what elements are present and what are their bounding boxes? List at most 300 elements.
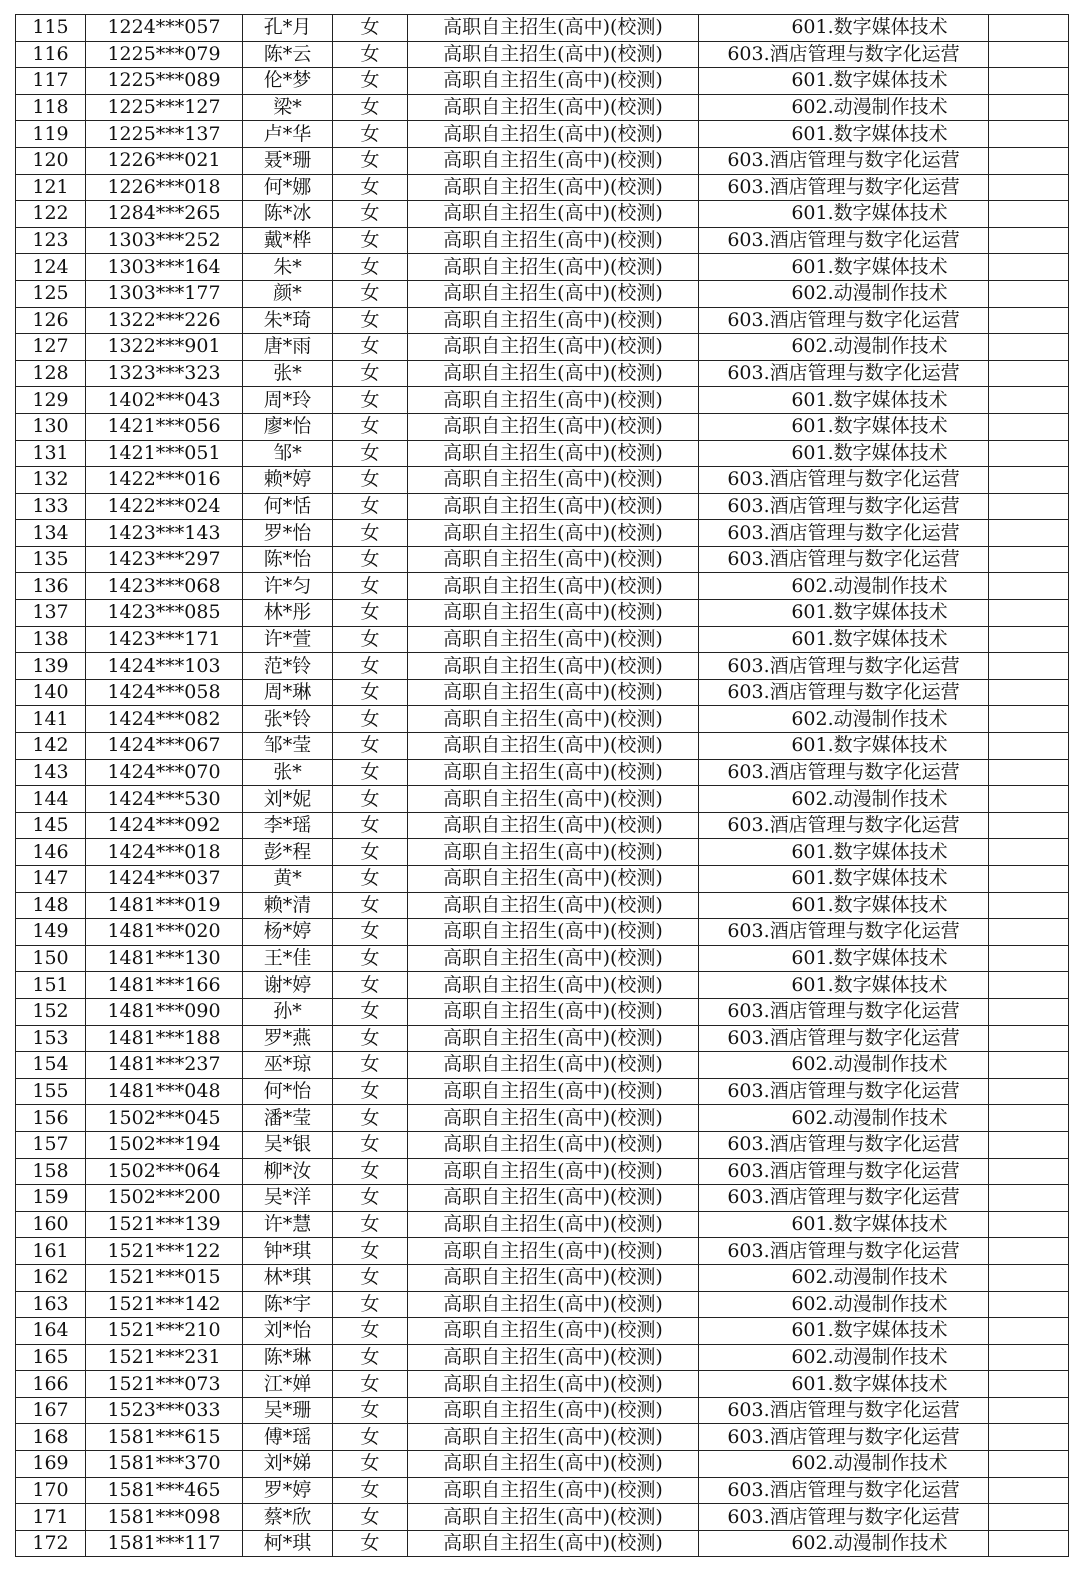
major-cell	[699, 440, 989, 467]
student-id-cell: 1423***085	[86, 600, 243, 627]
remarks-cell	[989, 493, 1069, 520]
row-number-cell: 147	[16, 866, 86, 893]
student-name-cell: 黄*	[243, 866, 333, 893]
table-row	[16, 759, 1069, 786]
gender-cell: 女	[333, 307, 408, 334]
major-cell	[699, 1424, 989, 1451]
table-row	[16, 254, 1069, 281]
student-id-cell: 1423***171	[86, 626, 243, 653]
admission-roster-table	[15, 14, 1069, 1557]
remarks-cell	[989, 1105, 1069, 1132]
admission-type-cell: 高职自主招生(高中)(校测)	[408, 1424, 699, 1451]
remarks-cell	[989, 387, 1069, 414]
major-label: 603.酒店管理与数字化运营	[727, 1186, 960, 1209]
student-id-cell: 1424***082	[86, 706, 243, 733]
row-number-cell: 120	[16, 147, 86, 174]
remarks-cell	[989, 653, 1069, 680]
table-row	[16, 1397, 1069, 1424]
remarks-cell	[989, 1477, 1069, 1504]
remarks-cell	[989, 254, 1069, 281]
student-name-cell: 何*恬	[243, 493, 333, 520]
admission-type-cell: 高职自主招生(高中)(校测)	[408, 174, 699, 201]
student-name-cell: 周*玲	[243, 387, 333, 414]
gender-cell: 女	[333, 786, 408, 813]
major-label: 603.酒店管理与数字化运营	[727, 1000, 960, 1023]
major-cell	[699, 280, 989, 307]
student-id-cell: 1521***073	[86, 1371, 243, 1398]
student-id-cell: 1424***067	[86, 733, 243, 760]
student-name-cell: 唐*雨	[243, 334, 333, 361]
major-cell	[699, 201, 989, 228]
remarks-cell	[989, 1078, 1069, 1105]
remarks-cell	[989, 573, 1069, 600]
student-id-cell: 1322***226	[86, 307, 243, 334]
remarks-cell	[989, 280, 1069, 307]
table-row	[16, 839, 1069, 866]
row-number-cell: 154	[16, 1052, 86, 1079]
gender-cell: 女	[333, 1424, 408, 1451]
gender-cell: 女	[333, 1291, 408, 1318]
major-cell	[699, 1264, 989, 1291]
admission-type-cell: 高职自主招生(高中)(校测)	[408, 892, 699, 919]
student-name-cell: 张*	[243, 360, 333, 387]
major-cell	[699, 15, 989, 42]
admission-type-cell: 高职自主招生(高中)(校测)	[408, 68, 699, 95]
student-id-cell: 1502***064	[86, 1158, 243, 1185]
student-name-cell: 吴*洋	[243, 1185, 333, 1212]
gender-cell: 女	[333, 121, 408, 148]
table-row	[16, 919, 1069, 946]
major-label: 601.数字媒体技术	[791, 734, 948, 757]
major-cell	[699, 1344, 989, 1371]
major-label: 603.酒店管理与数字化运营	[727, 760, 960, 783]
student-id-cell: 1421***051	[86, 440, 243, 467]
major-label: 601.数字媒体技术	[791, 122, 948, 145]
gender-cell: 女	[333, 520, 408, 547]
admission-type-cell: 高职自主招生(高中)(校测)	[408, 839, 699, 866]
gender-cell: 女	[333, 493, 408, 520]
remarks-cell	[989, 520, 1069, 547]
row-number-cell: 156	[16, 1105, 86, 1132]
gender-cell: 女	[333, 546, 408, 573]
remarks-cell	[989, 733, 1069, 760]
student-id-cell: 1521***210	[86, 1318, 243, 1345]
table-row	[16, 1344, 1069, 1371]
major-cell	[699, 41, 989, 68]
student-id-cell: 1224***057	[86, 15, 243, 42]
student-id-cell: 1226***021	[86, 147, 243, 174]
major-cell	[699, 1052, 989, 1079]
gender-cell: 女	[333, 68, 408, 95]
student-id-cell: 1303***164	[86, 254, 243, 281]
remarks-cell	[989, 998, 1069, 1025]
row-number-cell: 155	[16, 1078, 86, 1105]
student-id-cell: 1424***018	[86, 839, 243, 866]
remarks-cell	[989, 1052, 1069, 1079]
major-cell	[699, 786, 989, 813]
student-id-cell: 1225***079	[86, 41, 243, 68]
student-id-cell: 1226***018	[86, 174, 243, 201]
student-name-cell: 彭*程	[243, 839, 333, 866]
major-label: 603.酒店管理与数字化运营	[727, 1026, 960, 1049]
student-id-cell: 1225***127	[86, 94, 243, 121]
student-name-cell: 赖*清	[243, 892, 333, 919]
row-number-cell: 157	[16, 1131, 86, 1158]
gender-cell: 女	[333, 41, 408, 68]
student-name-cell: 谢*婷	[243, 972, 333, 999]
remarks-cell	[989, 1158, 1069, 1185]
gender-cell: 女	[333, 1078, 408, 1105]
gender-cell: 女	[333, 1371, 408, 1398]
student-id-cell: 1481***166	[86, 972, 243, 999]
student-name-cell: 刘*娣	[243, 1451, 333, 1478]
remarks-cell	[989, 440, 1069, 467]
row-number-cell: 128	[16, 360, 86, 387]
row-number-cell: 150	[16, 945, 86, 972]
major-cell	[699, 254, 989, 281]
table-row	[16, 1264, 1069, 1291]
remarks-cell	[989, 201, 1069, 228]
remarks-cell	[989, 972, 1069, 999]
admission-type-cell: 高职自主招生(高中)(校测)	[408, 1291, 699, 1318]
remarks-cell	[989, 1185, 1069, 1212]
remarks-cell	[989, 759, 1069, 786]
table-row	[16, 546, 1069, 573]
gender-cell: 女	[333, 1025, 408, 1052]
student-id-cell: 1402***043	[86, 387, 243, 414]
major-cell	[699, 1318, 989, 1345]
gender-cell: 女	[333, 1052, 408, 1079]
gender-cell: 女	[333, 1158, 408, 1185]
major-cell	[699, 1105, 989, 1132]
table-row	[16, 387, 1069, 414]
major-label: 603.酒店管理与数字化运营	[727, 1505, 960, 1528]
remarks-cell	[989, 919, 1069, 946]
admission-type-cell: 高职自主招生(高中)(校测)	[408, 945, 699, 972]
remarks-cell	[989, 546, 1069, 573]
remarks-cell	[989, 1211, 1069, 1238]
student-id-cell: 1322***901	[86, 334, 243, 361]
row-number-cell: 118	[16, 94, 86, 121]
gender-cell: 女	[333, 573, 408, 600]
major-cell	[699, 600, 989, 627]
remarks-cell	[989, 945, 1069, 972]
student-name-cell: 陈*冰	[243, 201, 333, 228]
major-cell	[699, 467, 989, 494]
major-label: 601.数字媒体技术	[791, 1213, 948, 1236]
major-cell	[699, 866, 989, 893]
roster-body	[16, 15, 1069, 1557]
row-number-cell: 116	[16, 41, 86, 68]
admission-type-cell: 高职自主招生(高中)(校测)	[408, 998, 699, 1025]
remarks-cell	[989, 227, 1069, 254]
major-cell	[699, 812, 989, 839]
row-number-cell: 137	[16, 600, 86, 627]
student-name-cell: 戴*桦	[243, 227, 333, 254]
table-row	[16, 493, 1069, 520]
student-name-cell: 罗*婷	[243, 1477, 333, 1504]
row-number-cell: 167	[16, 1397, 86, 1424]
remarks-cell	[989, 41, 1069, 68]
row-number-cell: 117	[16, 68, 86, 95]
major-label: 601.数字媒体技术	[791, 255, 948, 278]
table-row	[16, 679, 1069, 706]
gender-cell: 女	[333, 1211, 408, 1238]
row-number-cell: 123	[16, 227, 86, 254]
major-label: 603.酒店管理与数字化运营	[727, 681, 960, 704]
gender-cell: 女	[333, 201, 408, 228]
student-id-cell: 1521***122	[86, 1238, 243, 1265]
student-id-cell: 1581***098	[86, 1504, 243, 1531]
major-cell	[699, 1477, 989, 1504]
table-row	[16, 1451, 1069, 1478]
student-id-cell: 1581***370	[86, 1451, 243, 1478]
remarks-cell	[989, 706, 1069, 733]
student-name-cell: 陈*琳	[243, 1344, 333, 1371]
gender-cell: 女	[333, 254, 408, 281]
major-cell	[699, 945, 989, 972]
table-row	[16, 1424, 1069, 1451]
student-id-cell: 1481***237	[86, 1052, 243, 1079]
row-number-cell: 140	[16, 679, 86, 706]
major-label: 603.酒店管理与数字化运营	[727, 521, 960, 544]
gender-cell: 女	[333, 919, 408, 946]
student-name-cell: 柯*琪	[243, 1530, 333, 1557]
row-number-cell: 142	[16, 733, 86, 760]
student-name-cell: 钟*琪	[243, 1238, 333, 1265]
major-label: 602.动漫制作技术	[791, 707, 948, 730]
major-label: 601.数字媒体技术	[791, 202, 948, 225]
gender-cell: 女	[333, 1185, 408, 1212]
row-number-cell: 149	[16, 919, 86, 946]
student-name-cell: 卢*华	[243, 121, 333, 148]
table-row	[16, 360, 1069, 387]
remarks-cell	[989, 1291, 1069, 1318]
major-label: 603.酒店管理与数字化运营	[727, 1133, 960, 1156]
row-number-cell: 148	[16, 892, 86, 919]
major-label: 603.酒店管理与数字化运营	[727, 494, 960, 517]
remarks-cell	[989, 413, 1069, 440]
major-cell	[699, 892, 989, 919]
major-cell	[699, 653, 989, 680]
student-name-cell: 聂*珊	[243, 147, 333, 174]
admission-type-cell: 高职自主招生(高中)(校测)	[408, 121, 699, 148]
student-id-cell: 1521***142	[86, 1291, 243, 1318]
student-id-cell: 1481***188	[86, 1025, 243, 1052]
table-row	[16, 1477, 1069, 1504]
table-row	[16, 174, 1069, 201]
student-name-cell: 梁*	[243, 94, 333, 121]
student-name-cell: 柳*汝	[243, 1158, 333, 1185]
admission-type-cell: 高职自主招生(高中)(校测)	[408, 1158, 699, 1185]
gender-cell: 女	[333, 653, 408, 680]
admission-type-cell: 高职自主招生(高中)(校测)	[408, 254, 699, 281]
student-name-cell: 罗*燕	[243, 1025, 333, 1052]
student-name-cell: 陈*云	[243, 41, 333, 68]
row-number-cell: 169	[16, 1451, 86, 1478]
gender-cell: 女	[333, 1131, 408, 1158]
admission-type-cell: 高职自主招生(高中)(校测)	[408, 706, 699, 733]
admission-type-cell: 高职自主招生(高中)(校测)	[408, 786, 699, 813]
student-id-cell: 1502***045	[86, 1105, 243, 1132]
major-cell	[699, 121, 989, 148]
major-cell	[699, 626, 989, 653]
admission-type-cell: 高职自主招生(高中)(校测)	[408, 733, 699, 760]
gender-cell: 女	[333, 1318, 408, 1345]
table-row	[16, 1025, 1069, 1052]
major-label: 603.酒店管理与数字化运营	[727, 1478, 960, 1501]
major-label: 601.数字媒体技术	[791, 840, 948, 863]
table-row	[16, 1318, 1069, 1345]
table-row	[16, 733, 1069, 760]
student-name-cell: 张*铃	[243, 706, 333, 733]
row-number-cell: 143	[16, 759, 86, 786]
admission-roster-page	[15, 14, 1068, 1557]
row-number-cell: 119	[16, 121, 86, 148]
admission-type-cell: 高职自主招生(高中)(校测)	[408, 1185, 699, 1212]
table-row	[16, 1371, 1069, 1398]
row-number-cell: 145	[16, 812, 86, 839]
row-number-cell: 133	[16, 493, 86, 520]
admission-type-cell: 高职自主招生(高中)(校测)	[408, 653, 699, 680]
gender-cell: 女	[333, 733, 408, 760]
row-number-cell: 164	[16, 1318, 86, 1345]
student-id-cell: 1581***615	[86, 1424, 243, 1451]
remarks-cell	[989, 1530, 1069, 1557]
gender-cell: 女	[333, 1344, 408, 1371]
admission-type-cell: 高职自主招生(高中)(校测)	[408, 1318, 699, 1345]
student-id-cell: 1323***323	[86, 360, 243, 387]
admission-type-cell: 高职自主招生(高中)(校测)	[408, 546, 699, 573]
table-row	[16, 653, 1069, 680]
student-name-cell: 刘*妮	[243, 786, 333, 813]
row-number-cell: 159	[16, 1185, 86, 1212]
table-row	[16, 972, 1069, 999]
student-id-cell: 1521***015	[86, 1264, 243, 1291]
student-name-cell: 李*瑶	[243, 812, 333, 839]
row-number-cell: 162	[16, 1264, 86, 1291]
major-cell	[699, 1211, 989, 1238]
student-name-cell: 周*琳	[243, 679, 333, 706]
table-row	[16, 280, 1069, 307]
row-number-cell: 165	[16, 1344, 86, 1371]
row-number-cell: 139	[16, 653, 86, 680]
major-label: 602.动漫制作技术	[791, 787, 948, 810]
row-number-cell: 122	[16, 201, 86, 228]
major-label: 602.动漫制作技术	[791, 282, 948, 305]
gender-cell: 女	[333, 998, 408, 1025]
major-label: 601.数字媒体技术	[791, 16, 948, 39]
major-cell	[699, 174, 989, 201]
major-cell	[699, 733, 989, 760]
major-label: 601.数字媒体技术	[791, 893, 948, 916]
major-cell	[699, 68, 989, 95]
row-number-cell: 132	[16, 467, 86, 494]
row-number-cell: 135	[16, 546, 86, 573]
student-id-cell: 1424***058	[86, 679, 243, 706]
gender-cell: 女	[333, 413, 408, 440]
student-id-cell: 1502***194	[86, 1131, 243, 1158]
table-row	[16, 227, 1069, 254]
table-row	[16, 866, 1069, 893]
table-row	[16, 15, 1069, 42]
admission-type-cell: 高职自主招生(高中)(校测)	[408, 227, 699, 254]
student-id-cell: 1303***252	[86, 227, 243, 254]
student-name-cell: 孔*月	[243, 15, 333, 42]
major-label: 603.酒店管理与数字化运营	[727, 175, 960, 198]
major-label: 601.数字媒体技术	[791, 867, 948, 890]
table-row	[16, 706, 1069, 733]
student-name-cell: 伦*梦	[243, 68, 333, 95]
table-row	[16, 41, 1069, 68]
row-number-cell: 124	[16, 254, 86, 281]
major-cell	[699, 360, 989, 387]
remarks-cell	[989, 1451, 1069, 1478]
row-number-cell: 166	[16, 1371, 86, 1398]
student-name-cell: 朱*琦	[243, 307, 333, 334]
major-label: 601.数字媒体技术	[791, 627, 948, 650]
student-name-cell: 范*铃	[243, 653, 333, 680]
student-id-cell: 1521***231	[86, 1344, 243, 1371]
remarks-cell	[989, 600, 1069, 627]
student-id-cell: 1423***068	[86, 573, 243, 600]
major-label: 601.数字媒体技术	[791, 601, 948, 624]
gender-cell: 女	[333, 839, 408, 866]
row-number-cell: 121	[16, 174, 86, 201]
student-id-cell: 1225***089	[86, 68, 243, 95]
admission-type-cell: 高职自主招生(高中)(校测)	[408, 1397, 699, 1424]
major-cell	[699, 759, 989, 786]
gender-cell: 女	[333, 94, 408, 121]
row-number-cell: 144	[16, 786, 86, 813]
admission-type-cell: 高职自主招生(高中)(校测)	[408, 41, 699, 68]
student-id-cell: 1424***530	[86, 786, 243, 813]
major-label: 603.酒店管理与数字化运营	[727, 1239, 960, 1262]
admission-type-cell: 高职自主招生(高中)(校测)	[408, 1105, 699, 1132]
major-cell	[699, 679, 989, 706]
student-id-cell: 1481***020	[86, 919, 243, 946]
major-label: 602.动漫制作技术	[791, 1345, 948, 1368]
row-number-cell: 171	[16, 1504, 86, 1531]
student-name-cell: 林*彤	[243, 600, 333, 627]
remarks-cell	[989, 1424, 1069, 1451]
admission-type-cell: 高职自主招生(高中)(校测)	[408, 413, 699, 440]
gender-cell: 女	[333, 280, 408, 307]
admission-type-cell: 高职自主招生(高中)(校测)	[408, 467, 699, 494]
student-id-cell: 1225***137	[86, 121, 243, 148]
major-cell	[699, 1238, 989, 1265]
table-row	[16, 998, 1069, 1025]
admission-type-cell: 高职自主招生(高中)(校测)	[408, 1451, 699, 1478]
gender-cell: 女	[333, 892, 408, 919]
admission-type-cell: 高职自主招生(高中)(校测)	[408, 600, 699, 627]
table-row	[16, 1530, 1069, 1557]
major-cell	[699, 1291, 989, 1318]
row-number-cell: 153	[16, 1025, 86, 1052]
gender-cell: 女	[333, 812, 408, 839]
row-number-cell: 125	[16, 280, 86, 307]
table-row	[16, 1211, 1069, 1238]
row-number-cell: 146	[16, 839, 86, 866]
remarks-cell	[989, 147, 1069, 174]
admission-type-cell: 高职自主招生(高中)(校测)	[408, 812, 699, 839]
gender-cell: 女	[333, 1504, 408, 1531]
major-cell	[699, 1397, 989, 1424]
remarks-cell	[989, 1504, 1069, 1531]
major-label: 602.动漫制作技术	[791, 1053, 948, 1076]
table-row	[16, 1078, 1069, 1105]
major-label: 601.数字媒体技术	[791, 415, 948, 438]
